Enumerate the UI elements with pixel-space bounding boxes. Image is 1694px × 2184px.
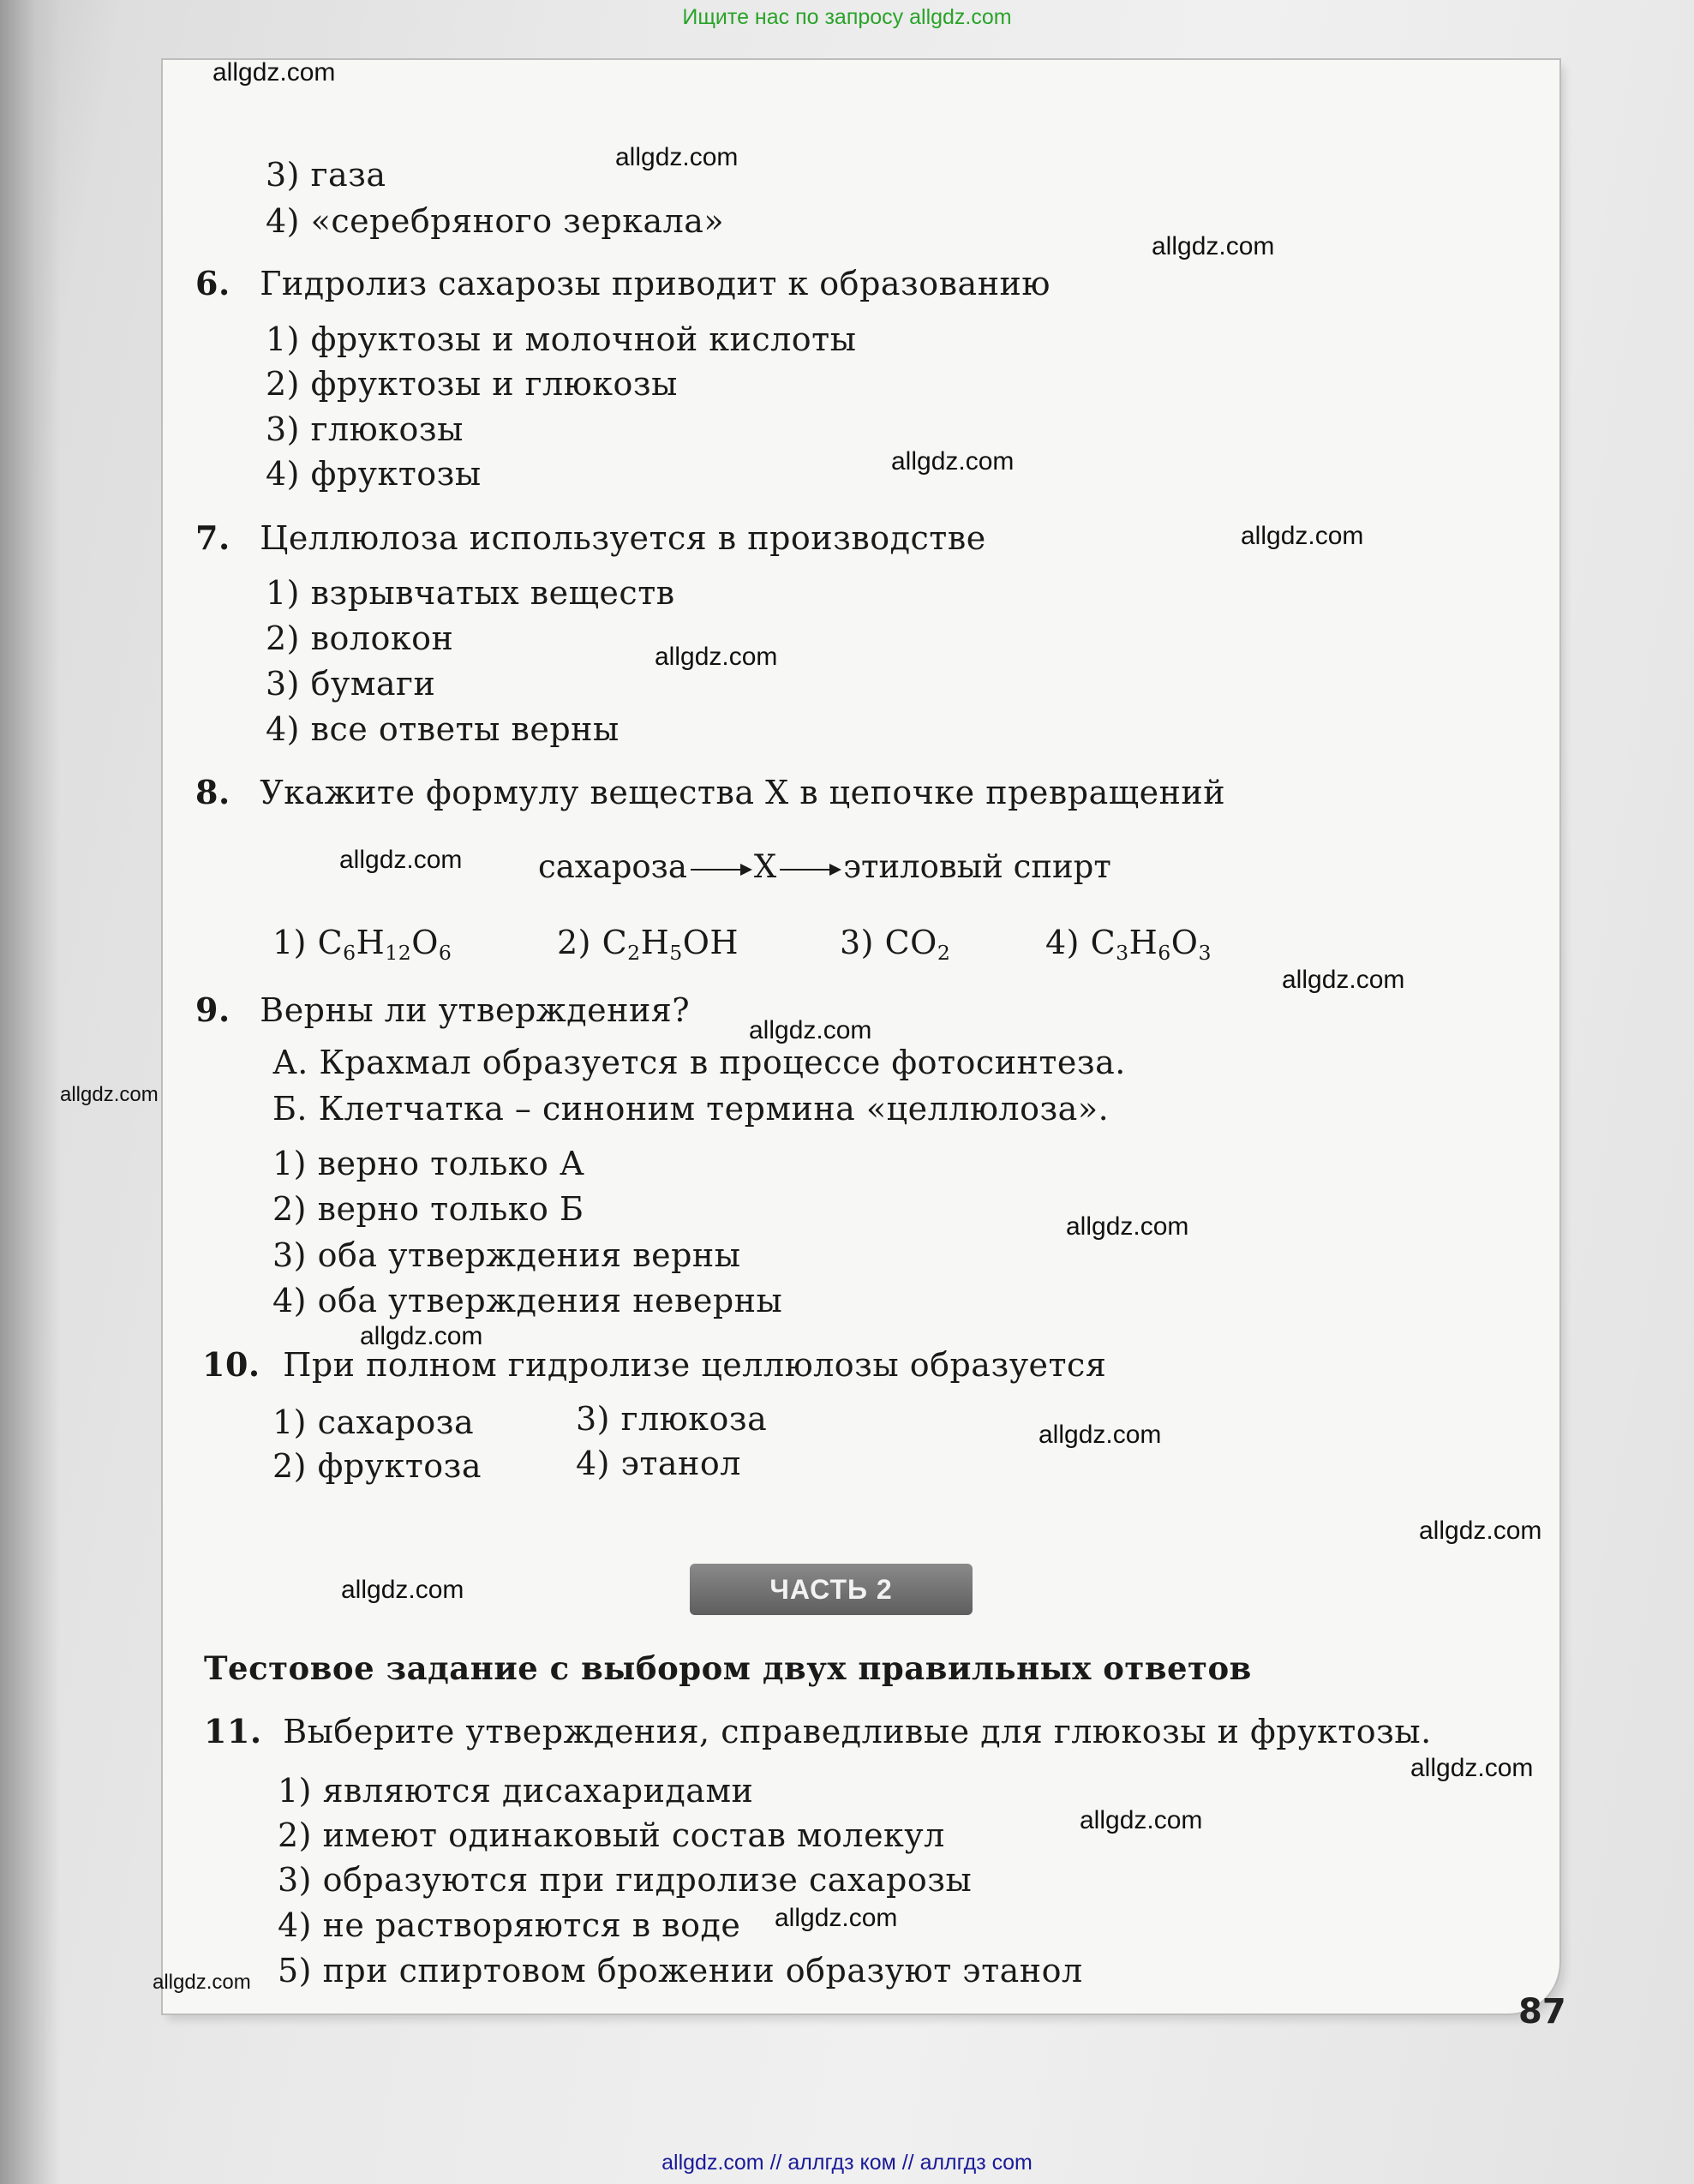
q10-option-4: 4) этанол	[576, 1445, 741, 1482]
q7-option-1: 1) взрывчатых веществ	[266, 574, 675, 612]
watermark: allgdz.com	[360, 1322, 483, 1350]
q6-option-2: 2) фруктозы и глюкозы	[266, 365, 678, 403]
chain-end: этиловый спирт	[843, 848, 1111, 885]
q5-option-3: 3) газа	[266, 156, 386, 194]
watermark: allgdz.com	[60, 1083, 159, 1106]
q11-number: 11.	[204, 1712, 262, 1750]
q10-option-1: 1) сахароза	[272, 1403, 475, 1441]
q9-option-3: 3) оба утверждения верны	[272, 1236, 741, 1274]
watermark: allgdz.com	[1066, 1212, 1189, 1241]
chain-mid: Х	[753, 848, 777, 885]
arrow-icon	[780, 869, 840, 871]
q7-number: 7.	[195, 518, 230, 557]
page-edge-shadow	[0, 0, 60, 2184]
watermark: allgdz.com	[615, 143, 739, 171]
q10-number: 10.	[202, 1345, 260, 1384]
q8-option-2: 2) $C_2H_5OH$	[557, 924, 739, 966]
chain-start: сахароза	[538, 848, 687, 885]
q9-statement-b: Б. Клетчатка – синоним термина «целлюлоза».	[272, 1090, 1110, 1128]
q9-option-2: 2) верно только Б	[272, 1190, 584, 1228]
q6-option-3: 3) глюкозы	[266, 410, 464, 448]
part-label: ЧАСТЬ 2	[769, 1574, 893, 1605]
watermark: allgdz.com	[1039, 1421, 1162, 1449]
q9-number: 9.	[195, 990, 230, 1029]
footer-note[interactable]: allgdz.com // аллгдз ком // аллгдз com	[661, 2151, 1033, 2175]
q6-number: 6.	[195, 264, 230, 302]
q8-text: Укажите формулу вещества Х в цепочке превращений	[260, 774, 1226, 811]
q8-option-3: 3) $CO_2$	[840, 924, 951, 966]
q7-text: Целлюлоза используется в производстве	[260, 519, 986, 557]
watermark: allgdz.com	[891, 447, 1015, 476]
q7-option-2: 2) волокон	[266, 619, 454, 657]
q9-question	[195, 990, 690, 1029]
header-note[interactable]: Ищите нас по запросу allgdz.com	[682, 5, 1012, 29]
q10-option-3: 3) глюкоза	[576, 1400, 768, 1438]
q11-option-4: 4) не растворяются в воде	[278, 1906, 741, 1944]
q7-option-3: 3) бумаги	[266, 665, 436, 703]
watermark: allgdz.com	[1419, 1517, 1542, 1545]
q11-text: Выберите утверждения, справедливые для глюкозы и фруктозы.	[283, 1713, 1432, 1750]
q11-option-1: 1) являются дисахаридами	[278, 1772, 754, 1810]
q6-text: Гидролиз сахарозы приводит к образованию	[260, 265, 1051, 302]
q11-option-3: 3) образуются при гидролизе сахарозы	[278, 1861, 973, 1899]
q8-option-1: 1) $C_6H_{12}O_6$	[272, 924, 452, 966]
q11-option-5: 5) при спиртовом брожении образуют этанол	[278, 1952, 1083, 1990]
part-tab	[690, 1564, 973, 1615]
conversion-chain	[538, 848, 1111, 885]
q10-option-2: 2) фруктоза	[272, 1447, 482, 1485]
watermark: allgdz.com	[1282, 966, 1405, 994]
q11-option-2: 2) имеют одинаковый состав молекул	[278, 1816, 945, 1854]
formula: $CO_2$	[884, 924, 951, 966]
q6-option-4: 4) фруктозы	[266, 455, 482, 493]
q9-statement-a: А. Крахмал образуется в процессе фотосинтеза.	[272, 1044, 1126, 1081]
watermark: allgdz.com	[1410, 1754, 1534, 1782]
q7-question	[195, 518, 986, 557]
q10-question	[202, 1345, 1106, 1384]
q8-number: 8.	[195, 773, 230, 811]
q9-option-4: 4) оба утверждения неверны	[272, 1282, 783, 1319]
watermark: allgdz.com	[212, 58, 336, 87]
watermark: allgdz.com	[339, 846, 463, 874]
watermark: allgdz.com	[1080, 1806, 1203, 1834]
formula: $C_2H_5OH$	[602, 924, 739, 966]
watermark: allgdz.com	[1152, 232, 1275, 260]
q9-option-1: 1) верно только А	[272, 1145, 585, 1182]
watermark: allgdz.com	[153, 1971, 251, 1994]
section-title: Тестовое задание с выбором двух правильных ответов	[204, 1649, 1252, 1687]
page-number: 87	[1518, 1992, 1566, 2031]
q9-text: Верны ли утверждения?	[260, 991, 691, 1029]
watermark: allgdz.com	[775, 1904, 898, 1932]
q6-question	[195, 264, 1051, 302]
watermark: allgdz.com	[749, 1016, 872, 1044]
q6-option-1: 1) фруктозы и молочной кислоты	[266, 320, 857, 358]
q10-text: При полном гидролизе целлюлозы образуется	[283, 1346, 1107, 1384]
formula: $C_3H_6O_3$	[1090, 924, 1212, 966]
q8-question	[195, 773, 1225, 811]
q8-option-4: 4) $C_3H_6O_3$	[1045, 924, 1212, 966]
watermark: allgdz.com	[655, 643, 778, 671]
q7-option-4: 4) все ответы верны	[266, 710, 620, 748]
formula: $C_6H_{12}O_6$	[317, 924, 452, 966]
q11-question	[204, 1712, 1432, 1750]
q5-option-4: 4) «серебряного зеркала»	[266, 202, 725, 240]
watermark: allgdz.com	[341, 1576, 464, 1604]
arrow-icon	[691, 869, 751, 871]
watermark: allgdz.com	[1241, 522, 1364, 550]
